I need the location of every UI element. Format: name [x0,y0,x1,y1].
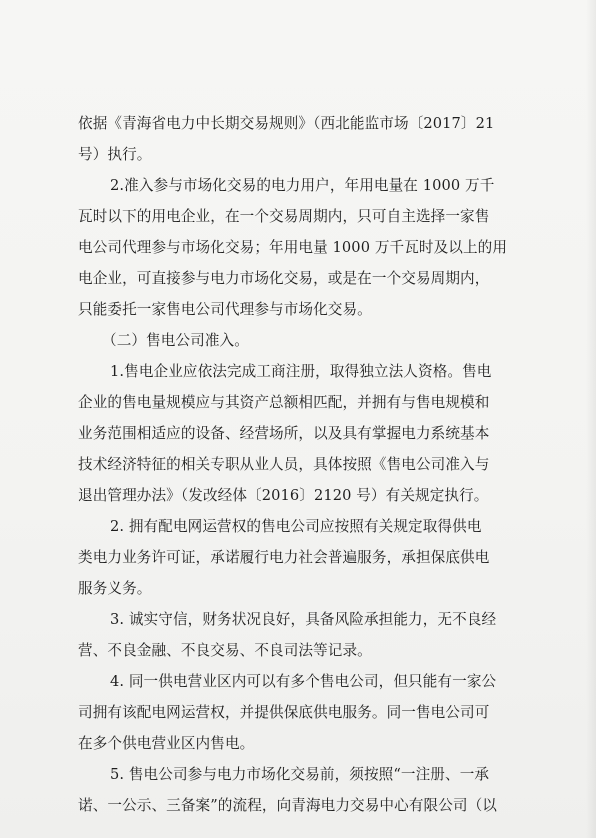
text-line: 在多个供电营业区内售电。 [78,735,255,752]
text-line: 技术经济特征的相关专职从业人员，具体按照《售电公司准入与 [78,456,490,473]
text-line: 业务范围相适应的设备、经营场所，以及具有掌握电力系统基本 [78,425,490,442]
text-line: 2.准入参与市场化交易的电力用户，年用电量在 1000 万千 [110,177,495,194]
page-edge-shadow [586,0,596,838]
text-line: 3. 诚实守信，财务状况良好，具备风险承担能力，无不良经 [110,611,497,628]
text-line: 服务义务。 [78,580,152,597]
text-line: 依据《青海省电力中长期交易规则》（西北能监市场〔2017〕21 [78,115,495,132]
text-line: 4. 同一供电营业区内可以有多个售电公司，但只能有一家公 [110,673,497,690]
text-line: 司拥有该配电网运营权，并提供保底供电服务。同一售电公司可 [78,704,490,721]
text-line: 2. 拥有配电网运营权的售电公司应按照有关规定取得供电 [110,518,482,535]
text-line: 营、不良金融、不良交易、不良司法等记录。 [78,642,372,659]
text-line: 电企业，可直接参与电力市场化交易，或是在一个交易周期内， [78,270,490,287]
text-line: 企业的售电量规模应与其资产总额相匹配，并拥有与售电规模和 [78,394,490,411]
text-line: 只能委托一家售电公司代理参与市场化交易。 [78,301,372,318]
text-line: 退出管理办法》（发改经体〔2016〕2120 号）有关规定执行。 [78,487,489,504]
text-line: 诺、一公示、三备案”的流程，向青海电力交易中心有限公司（以 [78,797,497,814]
text-line: 号）执行。 [78,146,152,163]
text-line: 瓦时以下的用电企业，在一个交易周期内，只可自主选择一家售 [78,208,490,225]
text-line: 5. 售电公司参与电力市场化交易前，须按照“一注册、一承 [110,766,490,783]
text-line: 1.售电企业应依法完成工商注册，取得独立法人资格。售电 [110,363,492,380]
text-line: 类电力业务许可证，承诺履行电力社会普遍服务，承担保底供电 [78,549,490,566]
section-heading: （二）售电公司准入。 [102,332,249,349]
text-line: 电公司代理参与市场化交易；年用电量 1000 万千瓦时及以上的用 [78,239,508,256]
